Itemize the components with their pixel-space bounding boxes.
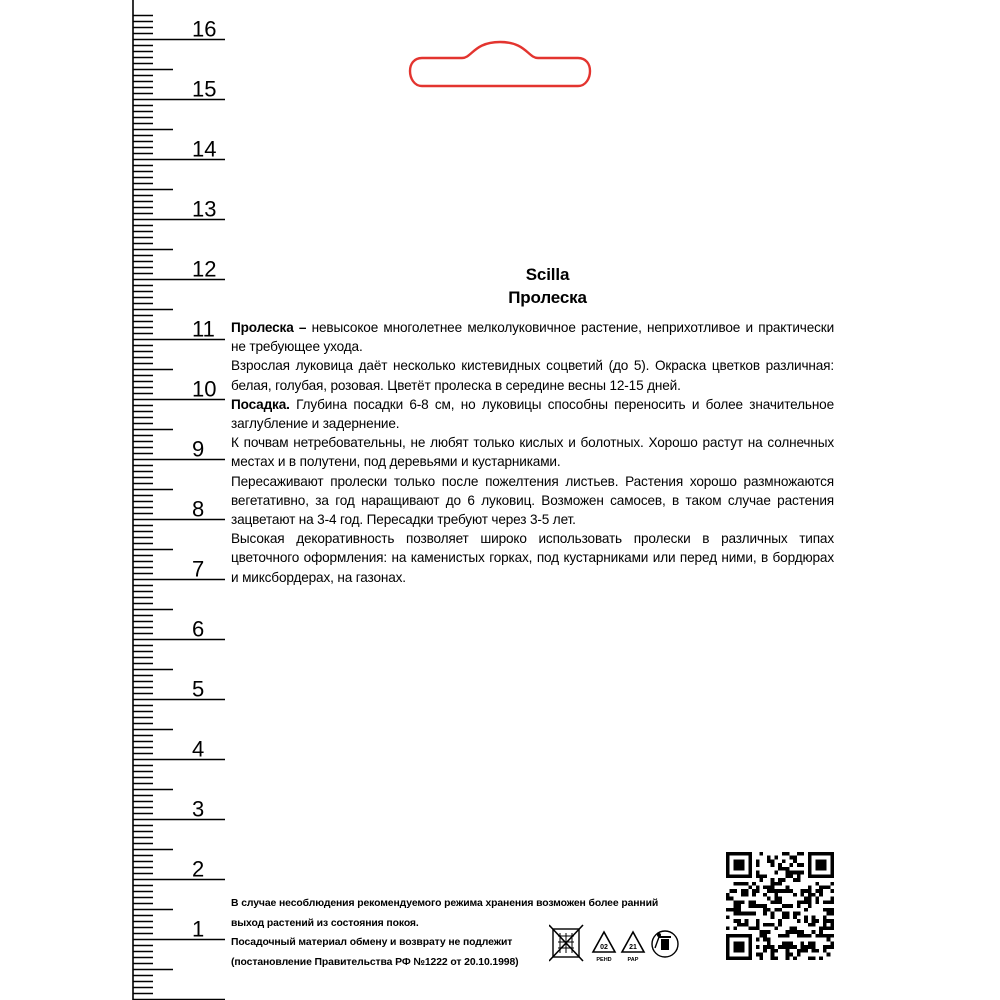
paragraph-intro (231, 318, 834, 356)
ruler-label: 3 (192, 796, 205, 822)
transplant-text: Пересаживают пролески только после пожелтения листьев. Растения хорошо размножаются вегетативно, за год наращивают до 6 луковиц. Возможен самосев, в таком случае растения зацветают на 3-4 год. Пересадки требуют через 3-5 лет. (231, 473, 834, 528)
planting-term: Посадка. (231, 396, 290, 412)
ruler-label: 5 (192, 676, 205, 702)
intro-term: Пролеска – (231, 320, 307, 335)
title-russian: Пролеска (508, 288, 587, 307)
pap-label: PAP (627, 957, 639, 963)
ruler-label: 8 (192, 496, 205, 522)
ruler (0, 0, 225, 1000)
paragraph-transplant (231, 472, 834, 530)
hang-slot (400, 36, 600, 92)
paragraph-bulb (231, 356, 834, 394)
ruler-label: 15 (192, 76, 217, 102)
intro-text: невысокое многолетнее мелколуковичное растение, неприхотливое и практически не требующее ухода. (231, 320, 835, 355)
planting-text: Глубина посадки 6-8 см, но луковицы способны переносить и более значительное заглубление и задернение. (231, 396, 834, 432)
notice-line-4: (постановление Правительства РФ №1222 от 20.10.1998) (231, 956, 519, 968)
paragraph-decorative (231, 529, 834, 587)
paragraph-soil (231, 433, 834, 471)
ruler-label: 14 (192, 136, 217, 162)
pe-label: PEHD (596, 957, 612, 963)
decorative-text: Высокая декоративность позволяет широко использовать пролески в различных типах цветочного оформления: на каменистых горках, под кустарниками или перед ними, в бордюрах и миксбордерах, на газонах. (231, 531, 834, 585)
ruler-label: 10 (192, 376, 217, 402)
title-latin: Scilla (525, 265, 570, 284)
plant-description (231, 263, 834, 587)
ruler-label: 12 (192, 256, 217, 282)
pap-code: 21 (629, 944, 637, 951)
ruler-label: 13 (192, 196, 217, 222)
qr-code[interactable] (726, 852, 834, 960)
notice-line-3: Посадочный материал обмену и возврату не подлежит (231, 937, 513, 948)
ruler-label: 6 (192, 616, 205, 642)
ruler-label: 7 (192, 556, 205, 582)
ruler-label: 11 (192, 316, 215, 342)
ruler-scale (0, 0, 225, 1000)
notice-line-2: выход растений из состояния покоя. (231, 917, 419, 929)
paragraph-planting (231, 395, 834, 433)
bulb-text: Взрослая луковица даёт несколько кистевидных соцветий (до 5). Окраска цветков различная: белая, голубая, розовая. Цветёт пролеска в середине весны 12-15 дней. (231, 358, 834, 393)
recycle-paper-icon (622, 932, 644, 963)
notice-line-1: В случае несоблюдения рекомендуемого режима хранения возможен более ранний (231, 898, 659, 909)
litter-bin-icon (652, 931, 678, 957)
ruler-label: 2 (192, 856, 205, 882)
ruler-label: 16 (192, 16, 217, 42)
ruler-label: 4 (192, 736, 205, 762)
soil-text: К почвам нетребовательны, не любят только кислых и болотных. Хорошо растут на солнечных местах и в полутени, под деревьями и кустарниками. (231, 435, 834, 470)
recycling-symbols (549, 924, 689, 964)
recycle-pe-ld-icon (593, 932, 615, 963)
do-not-cook-icon (549, 925, 583, 961)
pe-code: 02 (600, 944, 608, 951)
ruler-label: 9 (192, 436, 205, 462)
ruler-label: 1 (192, 916, 205, 942)
